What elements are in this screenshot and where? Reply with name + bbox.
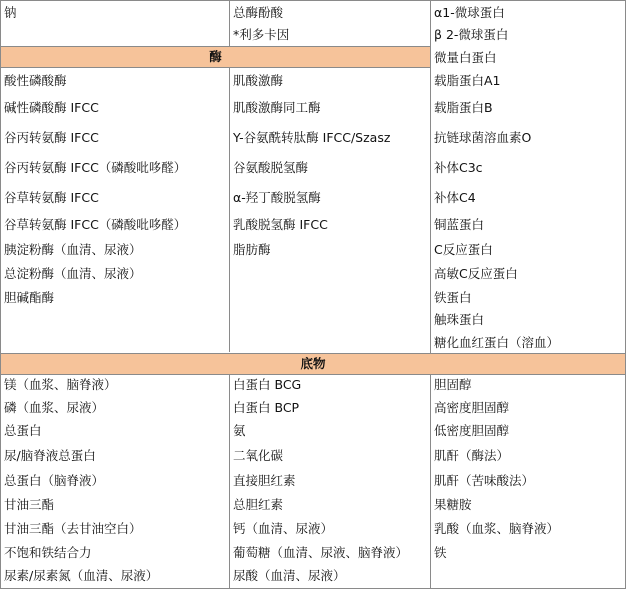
column-divider (229, 67, 230, 352)
table-cell: 白蛋白 BCP (233, 400, 300, 415)
table-cell: 肌酸激酶同工酶 (233, 100, 321, 115)
table-cell: 总淀粉酶（血清、尿液） (4, 266, 142, 281)
table-cell: 尿酸（血清、尿液） (233, 568, 346, 583)
table-cell: 微量白蛋白 (434, 50, 497, 65)
table-cell: C反应蛋白 (434, 242, 493, 257)
table-cell: 酸性磷酸酶 (4, 73, 67, 88)
table-cell: 镁（血浆、脑脊液） (4, 377, 117, 392)
table-cell: 总蛋白（脑脊液） (4, 473, 105, 488)
table-cell: 果糖胺 (434, 497, 472, 512)
section-header-enzyme: 酶 (1, 46, 430, 68)
table-cell: 总酶酚酸 (233, 5, 284, 20)
table-cell: 谷丙转氨酶 IFCC (4, 130, 99, 145)
table-cell: 肌酐（苦味酸法） (434, 473, 535, 488)
table-cell: β 2-微球蛋白 (434, 27, 509, 42)
table-cell: 谷丙转氨酶 IFCC（磷酸吡哆醛） (4, 160, 187, 175)
table-cell: 胰淀粉酶（血清、尿液） (4, 242, 142, 257)
table-border-left (0, 0, 1, 589)
table-cell: 糖化血红蛋白（溶血） (434, 335, 560, 350)
table-cell: 胆固醇 (434, 377, 472, 392)
table-cell: 铁 (434, 545, 447, 560)
section-header-substrate: 底物 (1, 353, 625, 375)
column-divider (430, 0, 431, 589)
table-cell: 肌酸激酶 (233, 73, 284, 88)
table-cell: 磷（血浆、尿液） (4, 400, 105, 415)
column-divider (229, 374, 230, 589)
table-cell: α1-微球蛋白 (434, 5, 505, 20)
table-cell: 甘油三酯 (4, 497, 55, 512)
table-cell: 总蛋白 (4, 423, 42, 438)
table-cell: 钠 (4, 5, 17, 20)
table-cell: 乳酸脱氢酶 IFCC (233, 217, 328, 232)
table-cell: 载脂蛋白B (434, 100, 493, 115)
table-cell: 二氧化碳 (233, 448, 284, 463)
table-cell: 甘油三酯（去甘油空白） (4, 521, 142, 536)
table-cell: 高密度胆固醇 (434, 400, 510, 415)
table-cell: 铜蓝蛋白 (434, 217, 485, 232)
table-cell: 高敏C反应蛋白 (434, 266, 518, 281)
table-cell: 不饱和铁结合力 (4, 545, 92, 560)
table-cell: 钙（血清、尿液） (233, 521, 334, 536)
table-border-top (0, 0, 626, 1)
table-cell: 尿素/尿素氮（血清、尿液） (4, 568, 159, 583)
table-cell: 触珠蛋白 (434, 312, 485, 327)
table-cell: 抗链球菌溶血素O (434, 130, 532, 145)
table-cell: *利多卡因 (233, 27, 290, 42)
table-cell: 肌酐（酶法） (434, 448, 510, 463)
table-cell: 补体C4 (434, 190, 476, 205)
table-cell: 谷氨酸脱氢酶 (233, 160, 309, 175)
table-cell: 碱性磷酸酶 IFCC (4, 100, 99, 115)
table-cell: 白蛋白 BCG (233, 377, 302, 392)
table-cell: 氨 (233, 423, 246, 438)
table-cell: 脂肪酶 (233, 242, 271, 257)
table-cell: 谷草转氨酶 IFCC（磷酸吡哆醛） (4, 217, 187, 232)
table-cell: 直接胆红素 (233, 473, 296, 488)
table-cell: 低密度胆固醇 (434, 423, 510, 438)
table-cell: 乳酸（血浆、脑脊液） (434, 521, 560, 536)
table-cell: 补体C3c (434, 160, 483, 175)
table-cell: 尿/脑脊液总蛋白 (4, 448, 96, 463)
table-cell: 总胆红素 (233, 497, 284, 512)
table-cell: 铁蛋白 (434, 290, 472, 305)
table-cell: Y-谷氨酰转肽酶 IFCC/Szasz (233, 130, 391, 145)
table-cell: 载脂蛋白A1 (434, 73, 501, 88)
table-cell: α-羟丁酸脱氢酶 (233, 190, 321, 205)
table-cell: 谷草转氨酶 IFCC (4, 190, 99, 205)
table-cell: 胆碱酯酶 (4, 290, 55, 305)
table-cell: 葡萄糖（血清、尿液、脑脊液） (233, 545, 409, 560)
column-divider (229, 0, 230, 47)
